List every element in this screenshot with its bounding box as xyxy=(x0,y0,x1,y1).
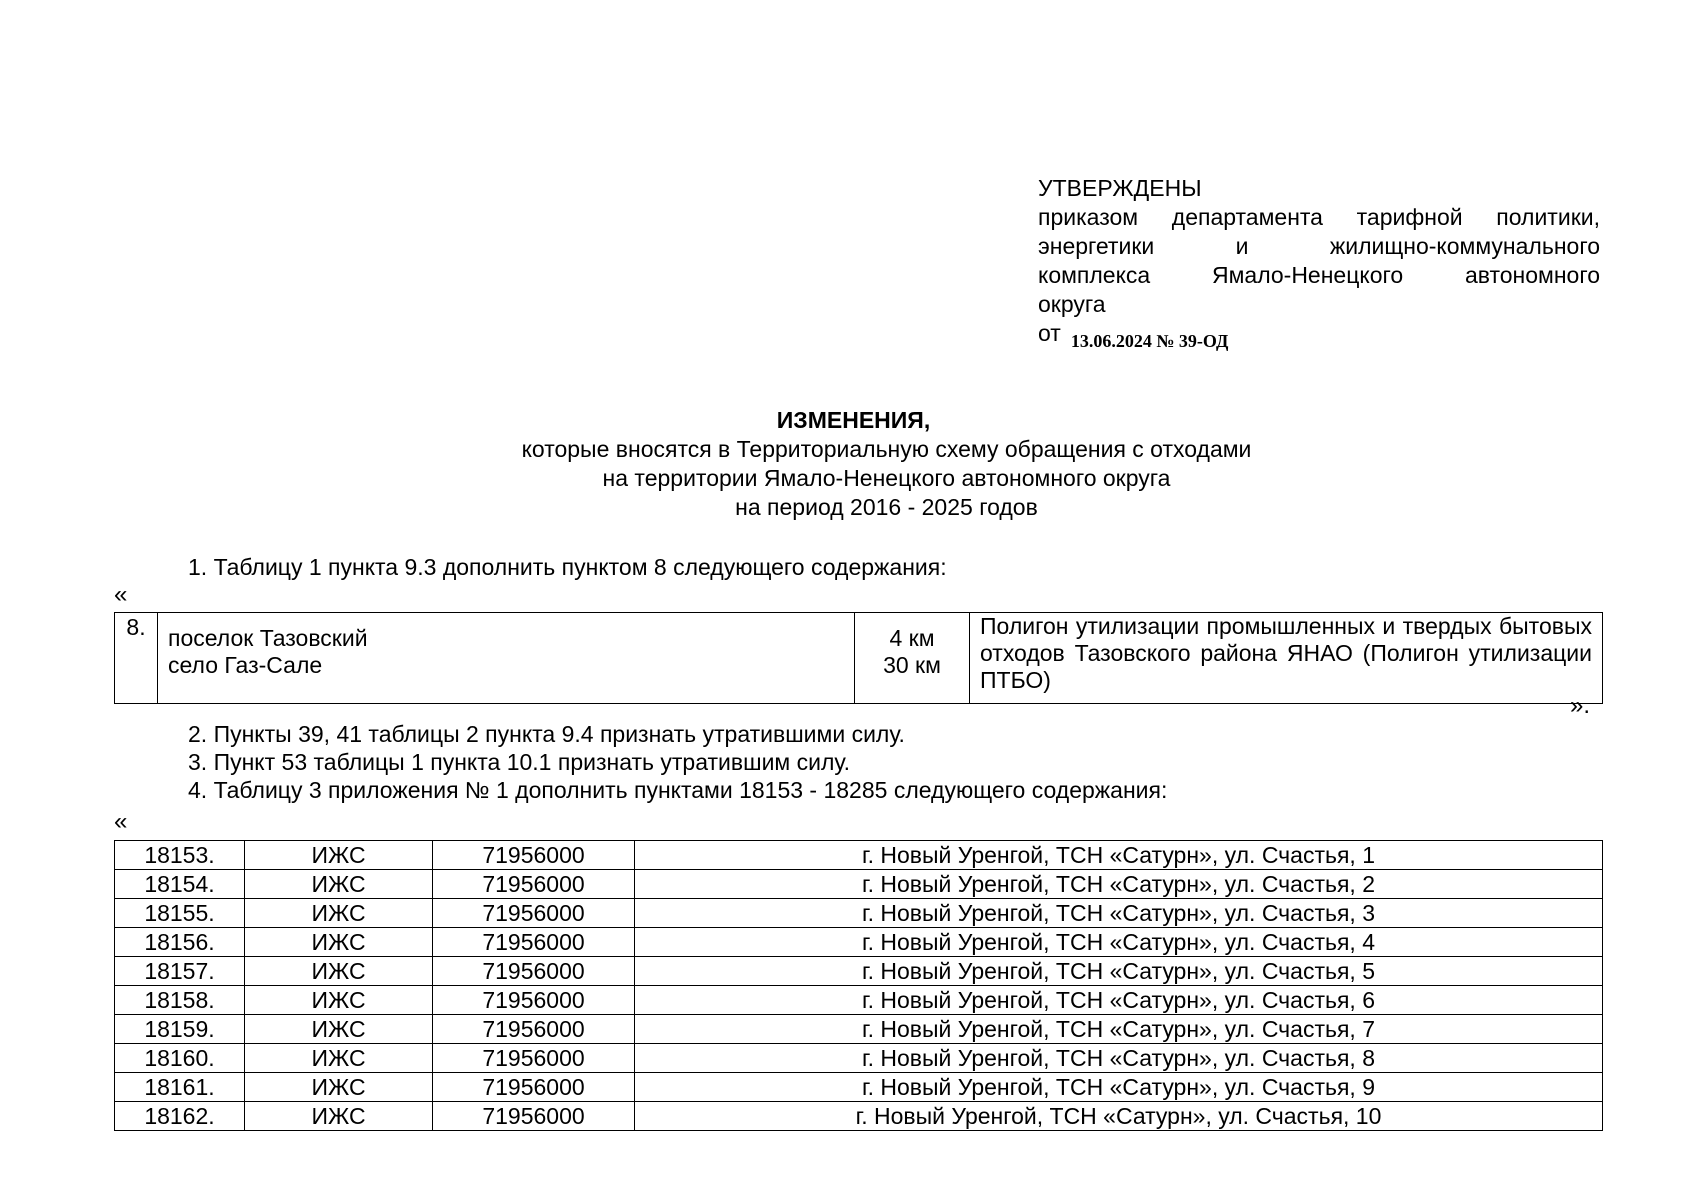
approval-date-line xyxy=(1038,319,1600,350)
quote-open: « xyxy=(114,808,128,835)
table-row xyxy=(115,613,1603,704)
row-number: 18157. xyxy=(115,957,245,986)
row-code: 71956000 xyxy=(433,986,635,1015)
item-2: 2. Пункты 39, 41 таблицы 2 пункта 9.4 признать утратившими силу. xyxy=(188,721,905,747)
row-address: г. Новый Уренгой, ТСН «Сатурн», ул. Счастья, 5 xyxy=(635,957,1603,986)
table-row xyxy=(115,1044,1603,1073)
table1-place: село Газ-Сале xyxy=(168,652,323,678)
table-1 xyxy=(114,612,1603,704)
row-address: г. Новый Уренгой, ТСН «Сатурн», ул. Счастья, 2 xyxy=(635,870,1603,899)
table-row xyxy=(115,957,1603,986)
row-type: ИЖС xyxy=(245,899,433,928)
row-code: 71956000 xyxy=(433,1044,635,1073)
table1-places xyxy=(158,613,855,704)
row-code: 71956000 xyxy=(433,841,635,870)
row-number: 18159. xyxy=(115,1015,245,1044)
approval-title: УТВЕРЖДЕНЫ xyxy=(1038,175,1202,201)
item-3: 3. Пункт 53 таблицы 1 пункта 10.1 признать утратившим силу. xyxy=(188,749,850,775)
document-title xyxy=(0,406,1697,522)
row-type: ИЖС xyxy=(245,957,433,986)
row-code: 71956000 xyxy=(433,899,635,928)
row-number: 18153. xyxy=(115,841,245,870)
row-address: г. Новый Уренгой, ТСН «Сатурн», ул. Счастья, 1 xyxy=(635,841,1603,870)
row-code: 71956000 xyxy=(433,1073,635,1102)
approval-line: комплекса Ямало-Ненецкого автономного xyxy=(1038,262,1600,288)
row-number: 18162. xyxy=(115,1102,245,1131)
table1-facility: Полигон утилизации промышленных и твердых бытовых отходов Тазовского района ЯНАО (Полигон утилизации ПТБО) xyxy=(970,613,1603,704)
row-type: ИЖС xyxy=(245,1015,433,1044)
title-line: на период 2016 - 2025 годов xyxy=(735,494,1038,520)
row-address: г. Новый Уренгой, ТСН «Сатурн», ул. Счастья, 6 xyxy=(635,986,1603,1015)
item-1: 1. Таблицу 1 пункта 9.3 дополнить пунктом 8 следующего содержания: xyxy=(188,554,947,580)
row-number: 18156. xyxy=(115,928,245,957)
table-row xyxy=(115,1102,1603,1131)
table-row xyxy=(115,1015,1603,1044)
table1-distances xyxy=(855,613,970,704)
approval-stamp xyxy=(1038,174,1600,350)
table-row xyxy=(115,870,1603,899)
row-address: г. Новый Уренгой, ТСН «Сатурн», ул. Счастья, 3 xyxy=(635,899,1603,928)
row-number: 18161. xyxy=(115,1073,245,1102)
table-row xyxy=(115,986,1603,1015)
row-code: 71956000 xyxy=(433,957,635,986)
approval-line: энергетики и жилищно-коммунального xyxy=(1038,233,1600,259)
row-address: г. Новый Уренгой, ТСН «Сатурн», ул. Счастья, 4 xyxy=(635,928,1603,957)
approval-date-value: 13.06.2024 № 39-ОД xyxy=(1070,331,1229,351)
table-row xyxy=(115,899,1603,928)
table-2 xyxy=(114,840,1603,1131)
table1-number: 8. xyxy=(115,613,158,704)
approval-date-prefix: от xyxy=(1038,320,1061,346)
quote-open: « xyxy=(114,581,128,608)
row-code: 71956000 xyxy=(433,870,635,899)
table1-distance: 4 км xyxy=(889,625,935,651)
table1-distance: 30 км xyxy=(883,652,941,678)
table-row xyxy=(115,928,1603,957)
item-4: 4. Таблицу 3 приложения № 1 дополнить пунктами 18153 - 18285 следующего содержания: xyxy=(188,777,1168,803)
approval-line: округа xyxy=(1038,291,1106,317)
table1-place: поселок Тазовский xyxy=(168,625,368,651)
table-row xyxy=(115,841,1603,870)
row-code: 71956000 xyxy=(433,1015,635,1044)
row-address: г. Новый Уренгой, ТСН «Сатурн», ул. Счастья, 7 xyxy=(635,1015,1603,1044)
row-number: 18160. xyxy=(115,1044,245,1073)
title-heading: ИЗМЕНЕНИЯ, xyxy=(776,407,931,433)
row-code: 71956000 xyxy=(433,1102,635,1131)
row-code: 71956000 xyxy=(433,928,635,957)
row-type: ИЖС xyxy=(245,928,433,957)
row-type: ИЖС xyxy=(245,841,433,870)
title-line: на территории Ямало-Ненецкого автономного округа xyxy=(602,465,1171,491)
approval-line: приказом департамента тарифной политики, xyxy=(1038,204,1600,230)
row-type: ИЖС xyxy=(245,870,433,899)
row-address: г. Новый Уренгой, ТСН «Сатурн», ул. Счастья, 9 xyxy=(635,1073,1603,1102)
row-type: ИЖС xyxy=(245,1073,433,1102)
title-line: которые вносятся в Территориальную схему обращения с отходами xyxy=(521,436,1252,462)
table-row xyxy=(115,1073,1603,1102)
row-address: г. Новый Уренгой, ТСН «Сатурн», ул. Счастья, 8 xyxy=(635,1044,1603,1073)
row-number: 18158. xyxy=(115,986,245,1015)
row-type: ИЖС xyxy=(245,1102,433,1131)
row-type: ИЖС xyxy=(245,986,433,1015)
row-address: г. Новый Уренгой, ТСН «Сатурн», ул. Счастья, 10 xyxy=(635,1102,1603,1131)
row-type: ИЖС xyxy=(245,1044,433,1073)
row-number: 18154. xyxy=(115,870,245,899)
quote-close: ». xyxy=(1570,692,1591,719)
row-number: 18155. xyxy=(115,899,245,928)
